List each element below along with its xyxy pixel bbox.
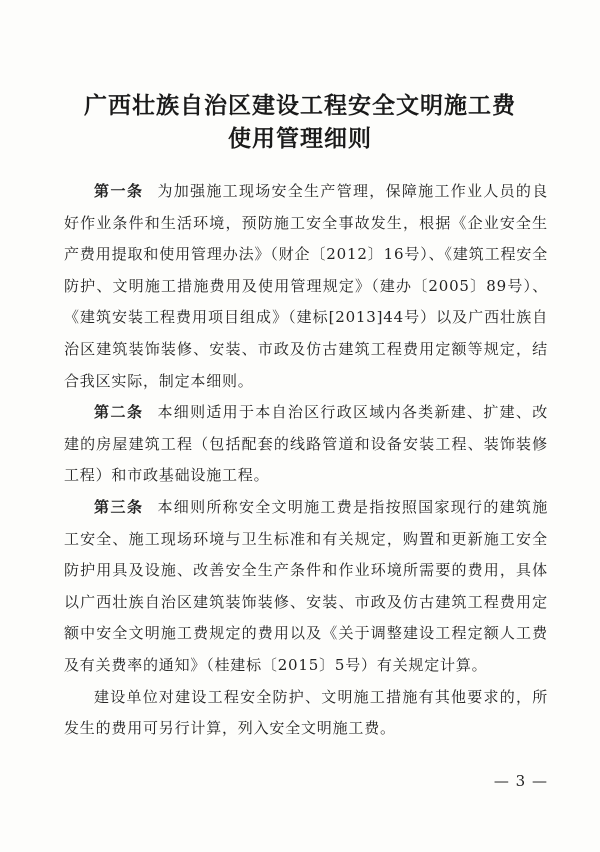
article-1 [64,176,548,397]
article-2-text: 本细则适用于本自治区行政区域内各类新建、扩建、改建的房屋建筑工程（包括配套的线路管道和设备安装工程、装饰装修工程）和市政基础设施工程。 [64,403,548,485]
document-title-line-1: 广西壮族自治区建设工程安全文明施工费 [84,93,516,119]
document-body [64,176,548,745]
article-2 [64,397,548,492]
article-3 [64,492,548,682]
page-number: — 3 — [493,772,548,790]
closing-paragraph: 建设单位对建设工程安全防护、文明施工措施有其他要求的，所发生的费用可另行计算，列入安全文明施工费。 [64,687,548,738]
article-1-heading: 第一条 [94,182,144,200]
article-3-heading: 第三条 [94,497,144,516]
article-3-text: 本细则所称安全文明施工费是指按照国家现行的建筑施工安全、施工现场环境与卫生标准和有关规定，购置和更新施工安全防护用具及设施、改善安全生产条件和作业环境所需要的费用，具体以广西壮族自治区建筑装饰装修、安装、市政及仿古建筑工程费用定额中安全文明施工费规定的费用以及《关于调整建设工程定额人工费及有关费率的通知》（桂建标〔2015〕5号）有关规定计算。 [64,497,548,674]
article-1-text: 为加强施工现场安全生产管理，保障施工作业人员的良好作业条件和生活环境，预防施工安全事故发生，根据《企业安全生产费用提取和使用管理办法》（财企〔2012〕16号）、《建筑工程安全防护、文明施工措施费用及使用管理规定》（建办〔2005〕89号）、《建筑安装工程费用项目组成》（建标[2013]44号）以及广西壮族自治区建筑装饰装修、安装、市政及仿古建筑工程费用定额等规定，结合我区实际，制定本细则。 [64,182,548,390]
document-title-line-2: 使用管理细则 [228,126,372,152]
article-2-heading: 第二条 [94,403,144,422]
